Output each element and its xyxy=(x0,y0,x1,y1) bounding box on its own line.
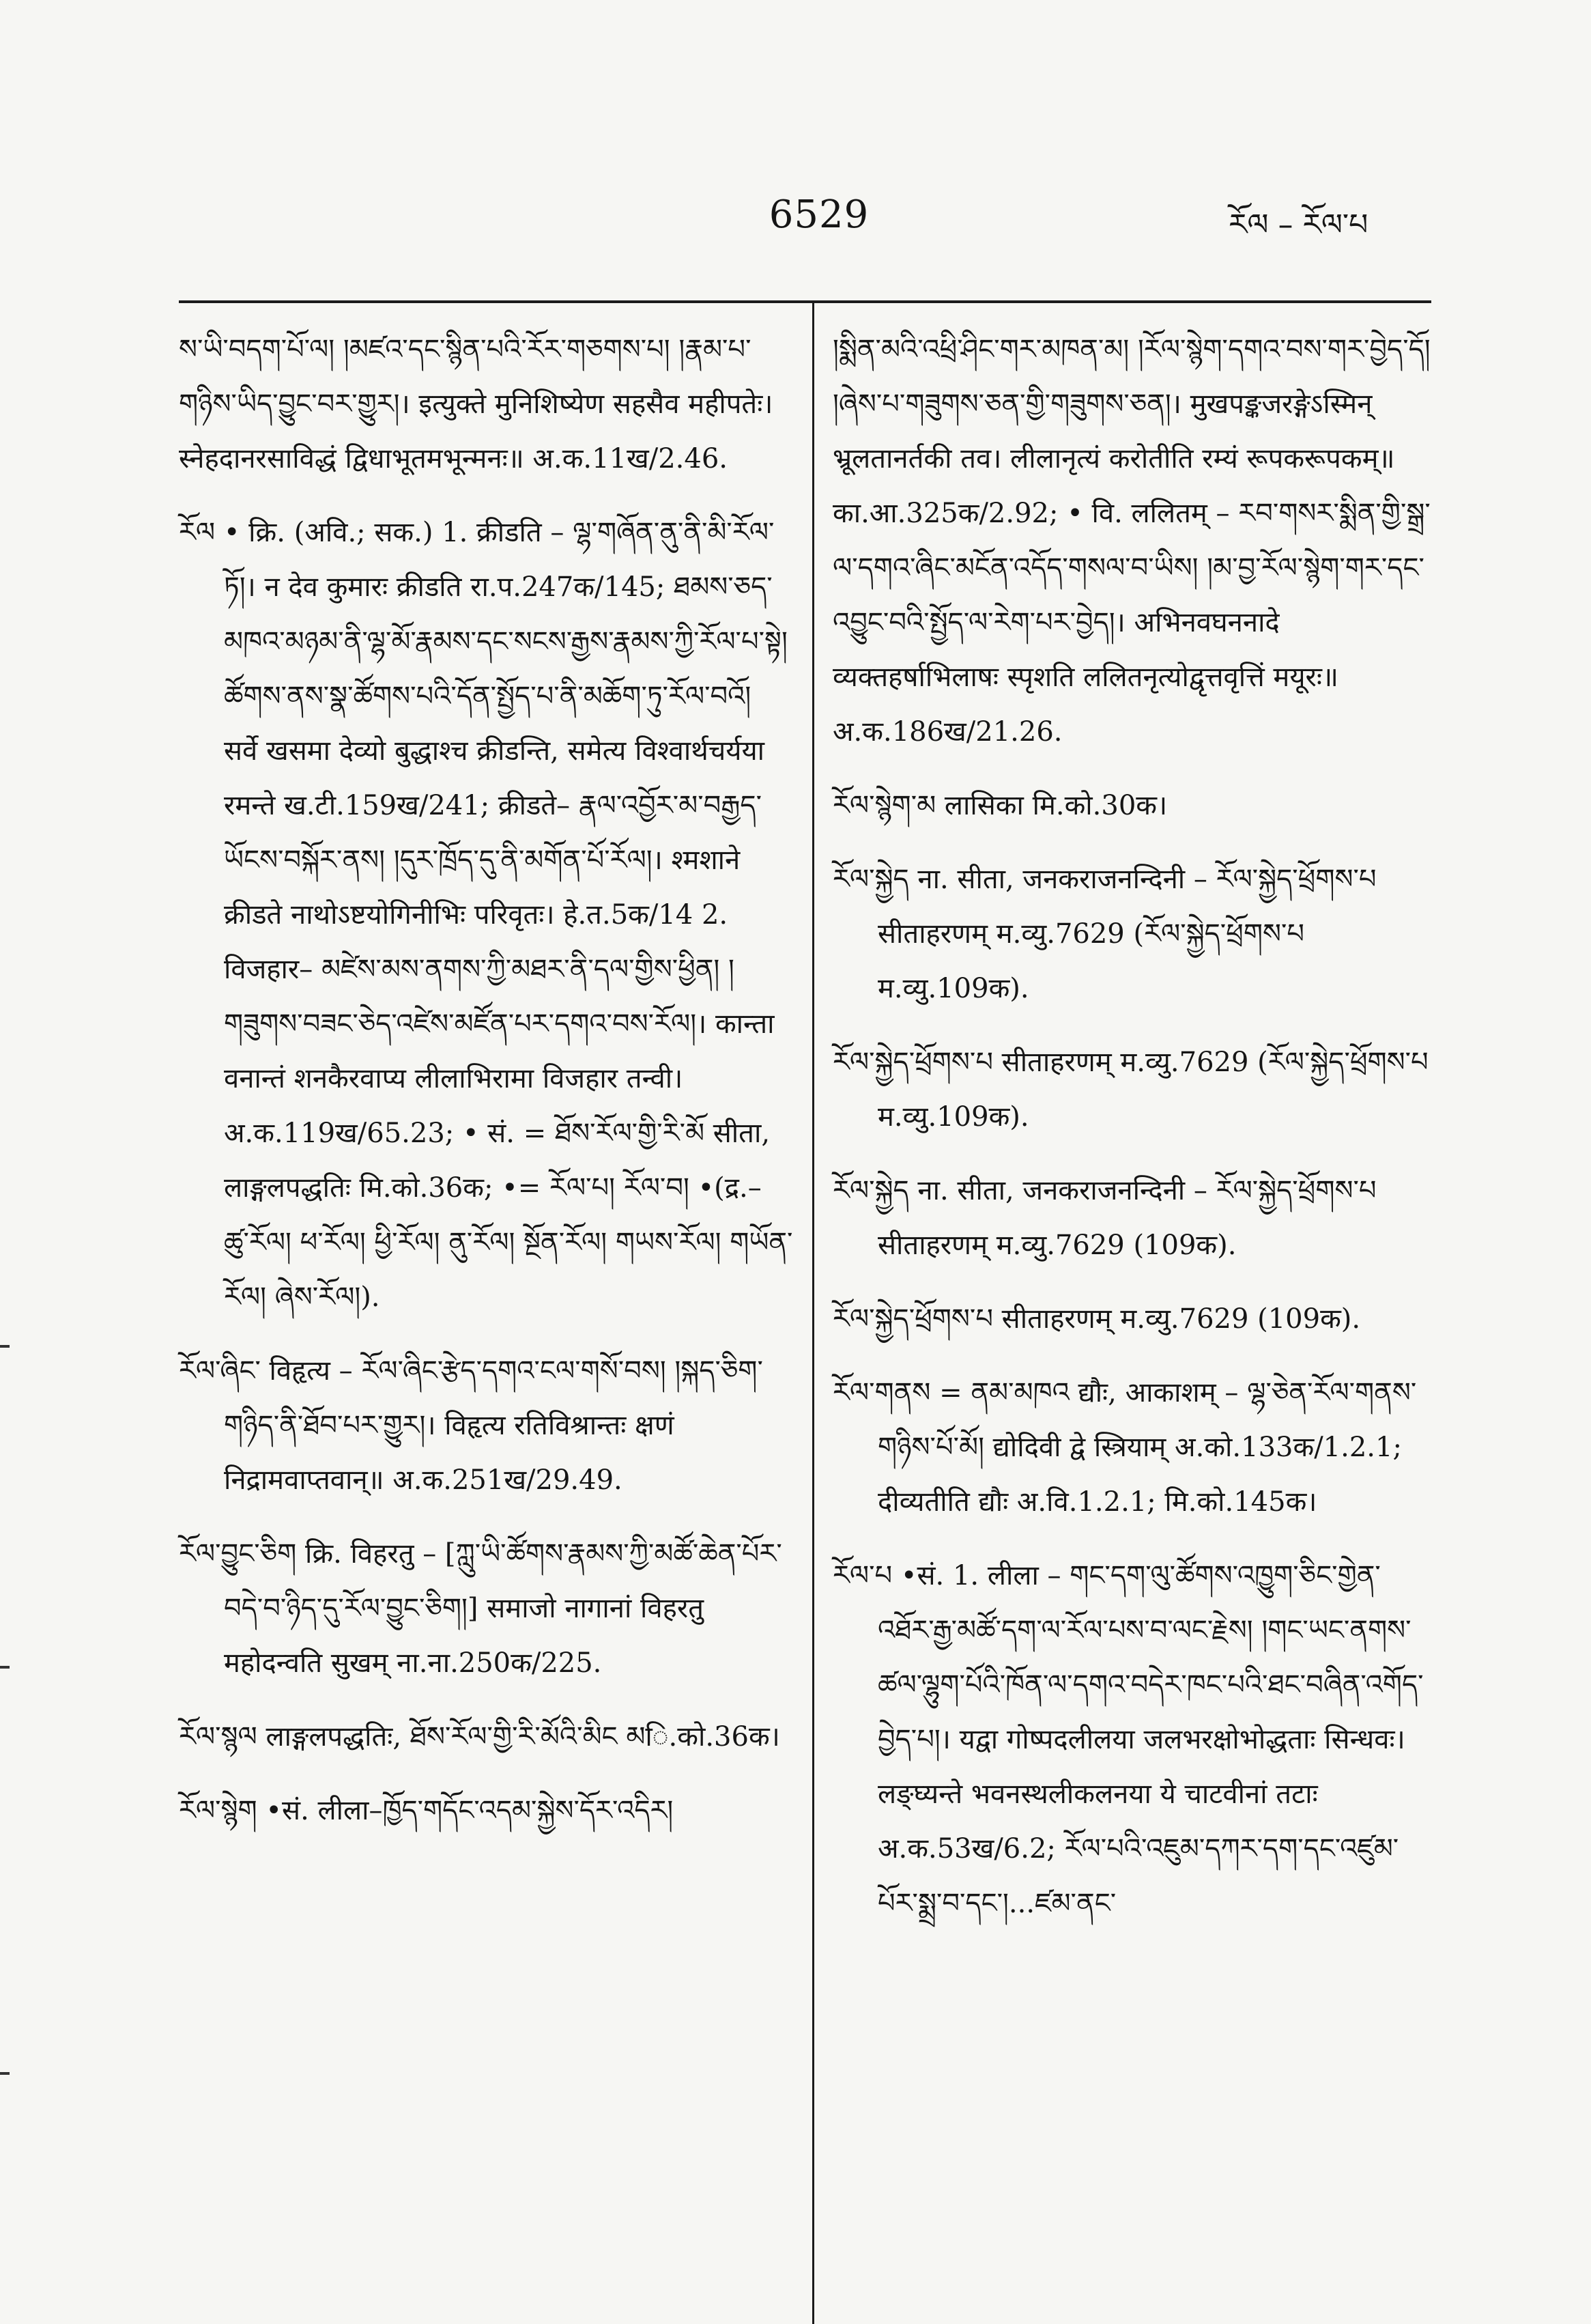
dictionary-entry: རོལ་སྐྱེད ना. सीता, जनकराजनन्दिनी – རོལ་སྐྱེད་ཕྲོགས་པ सीताहरणम् म.व्यु.7629 (109क). xyxy=(833,1175,1377,1261)
entry-continuation: ས་ཡི་བདག་པོ་ལ། །མཛའ་དང་སྙིན་པའི་རོར་གཅགས་པ། །རྣམ་པ་གཉིས་ཡིད་བྱུང་བར་གྱུར།। इत्युक्ते मुनिशिष्येण सहसैव महीपतेः। स्नेहदानरसाविद्धं द्विधाभूतमभून्मनः॥ अ.क.11ख/2.46. xyxy=(179,334,773,474)
entry-continuation: །སྨིན་མའི་འཕྲི་ཤིང་གར་མཁན་མ། །རོལ་སྙེག་དགའ་བས་གར་བྱེད་དོ། །ཞེས་པ་གཟུགས་ཅན་གྱི་གཟུགས་ཅན།। मुखपङ्कजरङ्गेऽस्मिन् भ्रूलतानर्तकी तव। लीलानृत्यं करोतीति रम्यं रूपकरूपकम्॥ का.आ.325क/2.92; • वि. ललितम् – རབ་གསར་སྨིན་གྱི་སྒྲ་ལ་དགའ་ཞིང་མངོན་འདོད་གསལ་བ་ཡིས། །མ་བྱ་རོལ་སྙེག་གར་དང་འབྱུང་བའི་སྤྱོད་ལ་རེག་པར་བྱེད།। अभिनवघननादे व्यक्तहर्षाभिलाषः स्पृशति ललितनृत्योद्वृत्तवृत्तिं मयूरः॥ अ.क.186ख/21.26. xyxy=(833,334,1431,748)
column-divider xyxy=(812,303,814,2324)
page-number: 6529 xyxy=(769,193,870,237)
dictionary-entry: རོལ་སྙེག་མ लासिका मि.को.30क। xyxy=(833,790,1168,821)
left-column xyxy=(179,322,793,1857)
dictionary-entry: རོལ་སྙེག •सं. लीला–ཁྱོད་གདོང་འདམ་སྐྱེས་དོར་འདིར། xyxy=(179,1795,674,1826)
dictionary-entry: རོལ་པ •सं. 1. लीला – གང་དག་ལུ་ཚོགས་འཁྱུག་ཅིང་གྱེན་འཐོར་རྒྱ་མཚོ་དག་ལ་རོལ་པས་བ་ལང་རྗེས། །གང་ཡང་ནགས་ཚལ་ལྷུག་པོའི་ཁོན་ལ་དགའ་བདེར་ཁང་པའི་ཐང་བཞིན་འགོད་བྱེད་པ།। यद्वा गोष्पदलीलया जलभरक्षोभोद्धताः सिन्धवः। लङ्घ्यन्ते भवनस्थलीकलनया ये चाटवीनां तटाः अ.क.53ख/6.2; རོལ་པའི་འཇུམ་དཀར་དག་དང་འཛུམ་པོར་སྨྲ་བ་དང་།...ཛམ་ནང་ xyxy=(833,1560,1424,1919)
scan-mark xyxy=(0,2072,10,2075)
scan-mark xyxy=(0,1666,10,1669)
dictionary-entry: རོལ་གནས = ནམ་མཁའ द्यौः, आकाशम् – ལྷ་ཅེན་རོལ་གནས་གཉིས་པོ་མོ། द्योदिवी द्वे स्त्रियाम् अ.को.133क/1.2.1; दीव्यतीति द्यौः अ.वि.1.2.1; मि.को.145क। xyxy=(833,1377,1417,1518)
right-column xyxy=(833,322,1433,1950)
dictionary-subentry: རོལ་ཞིང་ विहृत्य – རོལ་ཞིང་རྩེད་དགའ་ངལ་གསོ་བས། །སྐད་ཅིག་གཉིད་ནི་ཐོབ་པར་གྱུར།। विहृत्य रतिविश्रान्तः क्षणं निद्रामवाप्तवान्॥ अ.क.251ख/29.49. xyxy=(179,1355,763,1496)
dictionary-entry: རོལ • क्रि. (अवि.; सक.) 1. क्रीडति – ལྷ་གཞོན་ནུ་ནི་མི་རོལ་ཏོ།। न देव कुमारः क्रीडति रा.प.247क/145; ཐམས་ཅད་མཁའ་མཉམ་ནི་ལྷ་མོ་རྣམས་དང་སངས་རྒྱས་རྣམས་ཀྱི་རོལ་པ་སྟེ། ཚོགས་ནས་སྣ་ཚོགས་པའི་དོན་སྤྱོད་པ་ནི་མཆོག་ཏུ་རོལ་བའོ། सर्वे खसमा देव्यो बुद्धाश्च क्रीडन्ति, समेत्य विश्वार्थचर्यया रमन्ते ख.टी.159ख/241; क्रीडते– རྣལ་འབྱོར་མ་བརྒྱད་ཡོངས་བསྐོར་ནས། །དུར་ཁྲོད་དུ་ནི་མགོན་པོ་རོལ།। श्मशाने क्रीडते नाथोऽष्टयोगिनीभिः परिवृतः। हे.त.5क/14 2. विजहार– མཛེས་མས་ནགས་ཀྱི་མཐར་ནི་དལ་གྱིས་ཕྱིན། །གཟུགས་བཟང་ཅེད་འཛེས་མཛོན་པར་དགའ་བས་རོལ།। कान्ता वनान्तं शनकैरवाप्य लीलाभिरामा विजहार तन्वी। अ.क.119ख/65.23; • सं. = ཐོས་རོལ་གྱི་རི་མོ सीता, लाङ्गलपद्धतिः मि.को.36क; •= རོལ་པ། རོལ་བ། •(द्र.– ཚུ་རོལ། ཕ་རོལ། ཕྱི་རོལ། ནུ་རོལ། སྔོན་རོལ། གཡས་རོལ། གཡོན་རོལ། ཞེས་རོལ།). xyxy=(179,517,793,1313)
dictionary-entry: རོལ་སྐྱེད ना. सीता, जनकराजनन्दिनी – རོལ་སྐྱེད་ཕྲོགས་པ सीताहरणम् म.व्यु.7629 (རོལ་སྐྱེད་ཕྲོགས་པ म.व्यु.109क). xyxy=(833,864,1377,1004)
header-rule xyxy=(179,300,1431,303)
running-head: རོལ – རོལ་པ xyxy=(1229,208,1368,242)
dictionary-entry: རོལ་བྱུང་ཅིག क्रि. विहरतु – [ཀླུ་ཡི་ཚོགས་རྣམས་ཀྱི་མཚོ་ཆེན་པོར་བདེ་བ་ཉིད་དུ་རོལ་བྱུང་ཅིག།] समाजो नागानां विहरतु महोदन्वति सुखम् ना.ना.250क/225. xyxy=(179,1538,782,1679)
scan-mark xyxy=(0,1345,10,1348)
dictionary-entry: རོལ་སྐྱེད་ཕྲོགས་པ सीताहरणम् म.व्यु.7629 (རོལ་སྐྱེད་ཕྲོགས་པ म.व्यु.109क). xyxy=(833,1047,1429,1133)
dictionary-entry: རོལ་སྙལ लाङ्गलपद्धतिः, ཐོས་རོལ་གྱི་རི་མོའི་མིང མि.को.36क। xyxy=(179,1721,780,1753)
dictionary-entry: རོལ་སྐྱེད་ཕྲོགས་པ सीताहरणम् म.व्यु.7629 (109क). xyxy=(833,1303,1361,1335)
